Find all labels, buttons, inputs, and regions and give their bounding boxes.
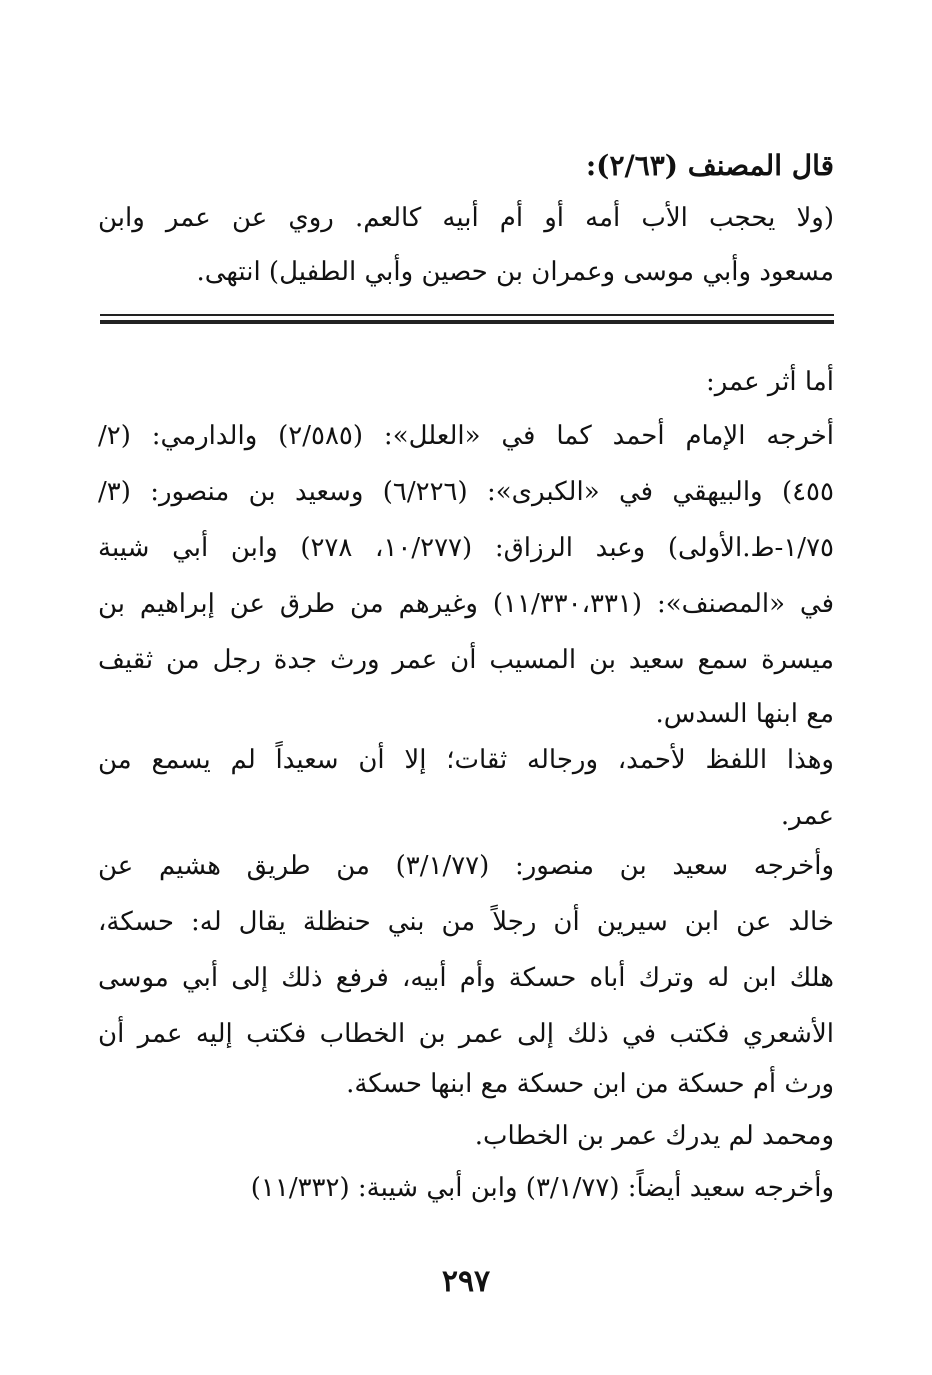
body-line: أما أثر عمر: <box>705 367 834 397</box>
body-line: ٤٥٥) والبيهقي في «الكبرى»: (٦/٢٢٦) وسعيد بن منصور: (٣/ <box>98 477 834 507</box>
section-heading: قال المصنف (٢/٦٣): <box>585 149 834 182</box>
body-line: وهذا اللفظ لأحمد، ورجاله ثقات؛ إلا أن سعيداً لم يسمع من <box>98 745 834 775</box>
body-line: خالد عن ابن سيرين أن رجلاً من بني حنظلة يقال له: حسكة، <box>98 907 834 937</box>
body-line: ميسرة سمع سعيد بن المسيب أن عمر ورث جدة رجل من ثقيف <box>98 645 834 675</box>
divider-rule-top <box>100 314 834 316</box>
body-line: ورث أم حسكة من ابن حسكة مع ابنها حسكة. <box>346 1069 834 1099</box>
body-line: الأشعري فكتب في ذلك إلى عمر بن الخطاب فكتب إليه عمر أن <box>98 1019 834 1049</box>
body-line: وأخرجه سعيد بن منصور: (٣/١/٧٧) من طريق هشيم عن <box>98 851 834 881</box>
quote-line: (ولا يحجب الأب أمه أو أم أبيه كالعم. روي عن عمر وابن <box>98 203 834 233</box>
body-line: ١/٧٥-ط.الأولى) وعبد الرزاق: (١٠/٢٧٧، ٢٧٨) وابن أبي شيبة <box>98 533 834 563</box>
body-line: في «المصنف»: (١١/٣٣٠،٣٣١) وغيرهم من طرق عن إبراهيم بن <box>98 589 834 619</box>
body-line: عمر. <box>780 801 834 831</box>
body-line: أخرجه الإمام أحمد كما في «العلل»: (٢/٥٨٥) والدارمي: (٢/ <box>98 421 834 451</box>
divider-rule-bottom <box>100 320 834 324</box>
page-number: ٢٩٧ <box>441 1264 491 1299</box>
body-line: هلك ابن له وترك أباه حسكة وأم أبيه، فرفع ذلك إلى أبي موسى <box>98 963 834 993</box>
body-line: وأخرجه سعيد أيضاً: (٣/١/٧٧) وابن أبي شيبة: (١١/٣٣٢) <box>250 1173 834 1203</box>
body-line: مع ابنها السدس. <box>655 699 834 729</box>
quote-line: مسعود وأبي موسى وعمران بن حصين وأبي الطفيل) انتهى. <box>196 257 834 287</box>
body-line: ومحمد لم يدرك عمر بن الخطاب. <box>474 1121 834 1151</box>
